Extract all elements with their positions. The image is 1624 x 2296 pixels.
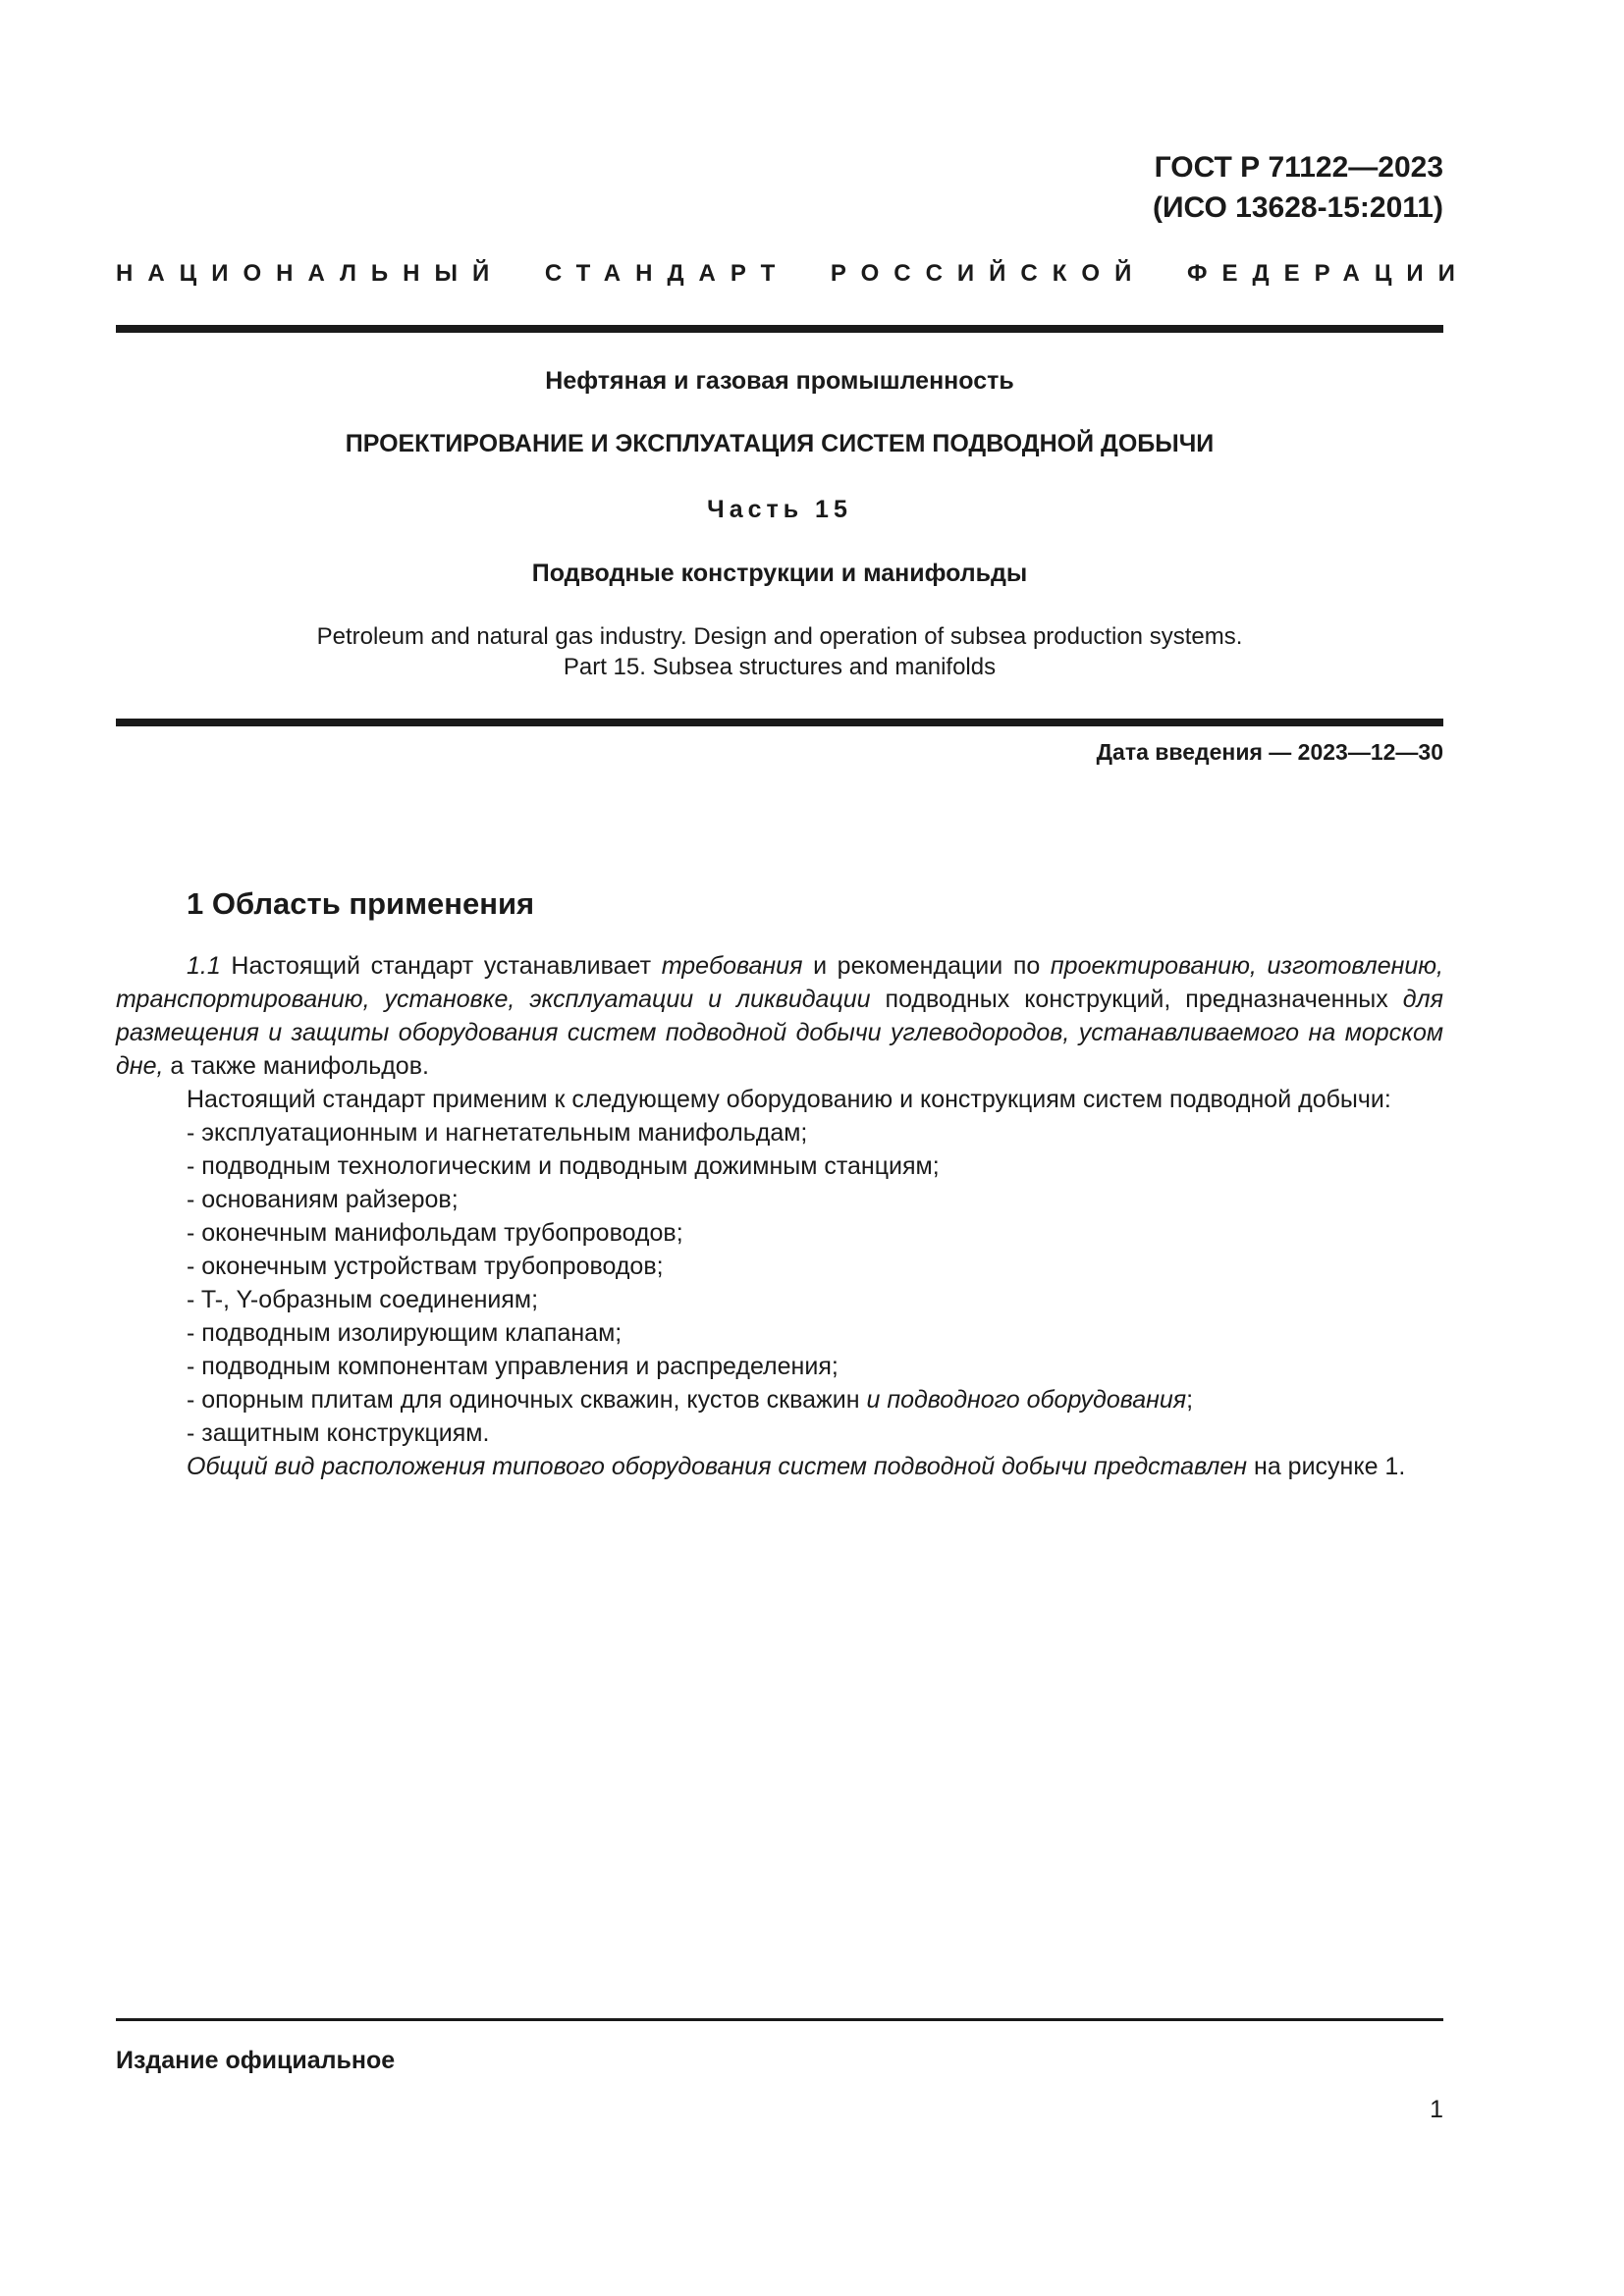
english-title [116, 621, 1443, 682]
list-item: - защитным конструкциям. [187, 1416, 1443, 1450]
industry-title: Нефтяная и газовая промышленность [545, 367, 1014, 395]
section-body [116, 949, 1443, 1483]
list-item: - T-, Y-образным соединениям; [187, 1283, 1443, 1316]
title-divider [116, 719, 1443, 726]
part-label: Часть 15 [707, 496, 852, 523]
italic-run: требования [661, 952, 803, 980]
clause-number: 1.1 [187, 952, 221, 980]
introduction-date: Дата введения — 2023—12—30 [1096, 739, 1443, 765]
text-run: а также манифольдов. [163, 1052, 429, 1080]
list-item: - подводным компонентам управления и распределения; [187, 1350, 1443, 1383]
italic-run: для размещения и защиты оборудования систем подводной добычи углеводородов, устанавливаемого на морском дне, [116, 986, 1444, 1080]
top-divider [116, 325, 1443, 333]
list-item: - подводным изолирующим клапанам; [187, 1316, 1443, 1350]
text-run: на рисунке 1. [1247, 1453, 1406, 1480]
standard-number: ГОСТ Р 71122—2023 [1154, 151, 1443, 184]
list-item: - основаниям райзеров; [187, 1183, 1443, 1216]
paragraph-1-1 [116, 949, 1443, 1083]
text-run: опорным плитам для одиночных скважин, кустов скважин [201, 1386, 867, 1414]
text-run: подводных конструкций, предназначенных [870, 986, 1403, 1013]
paragraph-applicability: Настоящий стандарт применим к следующему оборудованию и конструкциям систем подводной добычи: [187, 1086, 1391, 1113]
english-title-line-2: Part 15. Subsea structures and manifolds [563, 654, 997, 680]
italic-run: Общий вид расположения типового оборудования систем подводной добычи представлен [187, 1453, 1248, 1480]
list-item [187, 1383, 1443, 1416]
iso-number: (ИСО 13628-15:2011) [1153, 191, 1443, 224]
list-item: - эксплуатационным и нагнетательным манифольдам; [187, 1116, 1443, 1149]
list-item: - оконечным манифольдам трубопроводов; [187, 1216, 1443, 1250]
italic-run: и подводного оборудования [866, 1386, 1187, 1414]
list-item: - подводным технологическим и подводным дожимным станциям; [187, 1149, 1443, 1183]
footer-divider [116, 2018, 1443, 2021]
equipment-list [116, 1116, 1443, 1450]
national-standard-heading: НАЦИОНАЛЬНЫЙ СТАНДАРТ РОССИЙСКОЙ ФЕДЕРАЦИИ [116, 260, 1470, 287]
list-item: - оконечным устройствам трубопроводов; [187, 1250, 1443, 1283]
page-number: 1 [1430, 2096, 1443, 2123]
standard-number-block [1153, 147, 1443, 228]
section-title: 1 Область применения [187, 886, 535, 921]
main-title: ПРОЕКТИРОВАНИЕ И ЭКСПЛУАТАЦИЯ СИСТЕМ ПОДВОДНОЙ ДОБЫЧИ [345, 430, 1215, 457]
english-title-line-1: Petroleum and natural gas industry. Design and operation of subsea production systems. [316, 623, 1243, 650]
text-run: Настоящий стандарт устанавливает [220, 952, 662, 980]
italic-run: проектированию, изготовлению, транспортированию, установке, эксплуатации и ликвидации [116, 952, 1443, 1013]
paragraph-figure-ref [116, 1450, 1443, 1483]
text-run: ; [1186, 1386, 1194, 1414]
edition-label: Издание официальное [116, 2047, 396, 2074]
subtitle: Подводные конструкции и манифольды [531, 560, 1028, 587]
text-run: и рекомендации по [802, 952, 1051, 980]
